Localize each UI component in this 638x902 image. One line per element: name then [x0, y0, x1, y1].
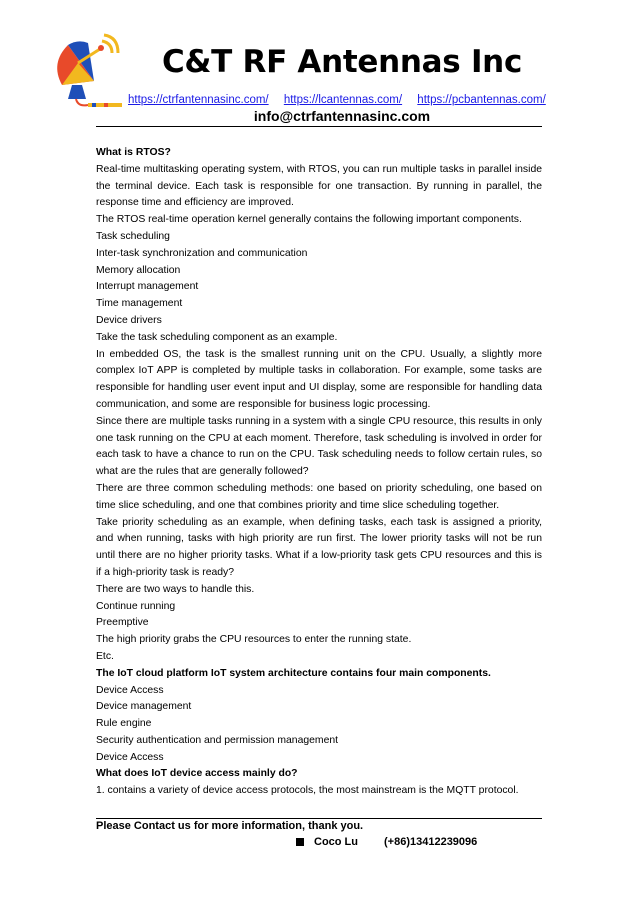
website-link-pcb[interactable]: https://pcbantennas.com/: [417, 94, 546, 106]
paragraph: There are two ways to handle this.: [96, 583, 255, 595]
paragraph: Device drivers: [96, 314, 162, 326]
paragraph: Preemptive: [96, 617, 149, 629]
paragraph: Device Access: [96, 751, 164, 763]
contact-name: Coco Lu: [314, 836, 358, 848]
paragraph: Interrupt management: [96, 281, 199, 293]
footer-contact-text: Please Contact us for more information, thank you.: [96, 820, 364, 832]
contact-email: info@ctrfantennasinc.com: [253, 108, 431, 124]
website-link-lc[interactable]: https://lcantennas.com/: [283, 94, 403, 106]
paragraph: Since there are multiple tasks running in a system with a single CPU resource, this results in only one task running on the CPU at each moment. Therefore, task scheduling is involved in order for each task to have a chance to run on the CPU. Task scheduling needs to follow certain rules, so what are the rules that are generally followed?: [96, 415, 542, 478]
paragraph: In embedded OS, the task is the smallest running unit on the CPU. Usually, a slightly more complex IoT APP is completed by multiple tasks in collaboration. For example, some tasks are responsible for handling user event input and UI display, some are responsible for handling data communication, and some are responsible for business logic processing.: [96, 348, 542, 410]
paragraph: Task scheduling: [96, 230, 170, 242]
section-heading: What is RTOS?: [96, 147, 171, 158]
paragraph: Real-time multitasking operating system, with RTOS, you can run multiple tasks in parallel inside the terminal device. Each task is responsible for one transaction. By running in parallel, the response time and efficiency are improved.: [96, 163, 542, 209]
paragraph: Etc.: [96, 650, 114, 662]
section-heading: The IoT cloud platform IoT system architecture contains four main components.: [96, 667, 491, 679]
footer-divider: [96, 818, 542, 819]
website-links: [128, 94, 558, 106]
paragraph: Time management: [96, 298, 183, 310]
paragraph: Take priority scheduling as an example, when defining tasks, each task is assigned a priority, and when running, tasks with high priority are run first. The lower priority tasks will not be run until there are no higher priority tasks. What if a low-priority task gets CPU resources and this is if a high-priority task is ready?: [96, 516, 542, 578]
document-body: [96, 145, 542, 800]
header-divider: [96, 126, 542, 127]
paragraph: Inter-task synchronization and communication: [96, 247, 308, 259]
paragraph: The high priority grabs the CPU resources to enter the running state.: [96, 634, 412, 646]
paragraph: The RTOS real-time operation kernel generally contains the following important components.: [96, 214, 522, 226]
paragraph: Continue running: [96, 600, 176, 612]
paragraph: Device Access: [96, 684, 164, 696]
contact-phone: (+86)13412239096: [384, 836, 478, 848]
bullet-square-icon: [296, 838, 304, 846]
website-link-ctrf[interactable]: https://ctrfantennasinc.com/: [128, 94, 269, 106]
paragraph: Memory allocation: [96, 264, 181, 276]
paragraph: Device management: [96, 701, 192, 713]
company-name: C&T RF Antennas Inc: [161, 44, 523, 80]
paragraph: There are three common scheduling methods: one based on priority scheduling, one based on time slice scheduling, and one that combines priority and time slice scheduling together.: [96, 482, 542, 511]
section-heading: What does IoT device access mainly do?: [96, 768, 298, 780]
paragraph: Security authentication and permission management: [96, 734, 339, 746]
paragraph: Take the task scheduling component as an example.: [96, 331, 338, 343]
paragraph: Rule engine: [96, 718, 152, 730]
footer-contact-person: [296, 836, 477, 848]
paragraph: 1. contains a variety of device access protocols, the most mainstream is the MQTT protocol.: [96, 785, 519, 797]
